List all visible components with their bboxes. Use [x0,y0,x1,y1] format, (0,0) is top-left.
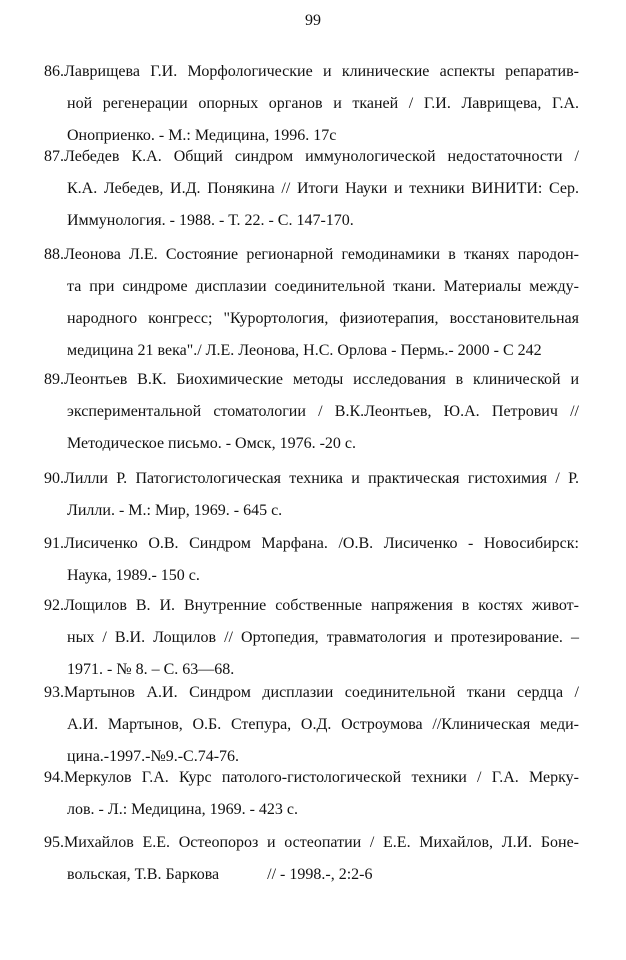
reference-number: 94. [44,769,64,786]
reference-line: экспериментальной стоматологии / В.К.Леонтьев, Ю.А. Петрович // [67,403,579,420]
reference-number: 91. [44,535,64,552]
reference-line: Лебедев К.А. Общий синдром иммунологической недостаточности / [64,148,579,165]
reference-line: Методическое письмо. - Омск, 1976. -20 с. [67,435,357,452]
reference-line: Михайлов Е.Е. Остеопороз и остеопатии / Е.Е. Михайлов, Л.И. Боне- [64,834,579,851]
reference-line: Лощилов В. И. Внутренние собственные напряжения в костях живот- [64,597,579,614]
reference-line: Леонтьев В.К. Биохимические методы исследования в клинической и [64,371,579,388]
reference-number: 92. [44,597,64,614]
reference-line: Наука, 1989.- 150 с. [67,567,200,584]
reference-line: цина.-1997.-№9.-С.74-76. [67,748,240,765]
reference-line: лов. - Л.: Медицина, 1969. - 423 с. [67,801,298,818]
reference-line: Лисиченко О.В. Синдром Марфана. /О.В. Лисиченко - Новосибирск: [64,535,579,552]
reference-line: Лаврищева Г.И. Морфологические и клинические аспекты репаратив- [64,63,579,80]
reference-number: 86. [44,63,64,80]
reference-line: вольская, Т.В. Баркова // - 1998.-, 2:2-6 [67,866,373,883]
reference-line: Иммунология. - 1988. - Т. 22. - С. 147-170. [67,212,354,229]
reference-line: Лилли. - М.: Мир, 1969. - 645 с. [67,502,283,519]
reference-number: 90. [44,470,64,487]
reference-line: ных / В.И. Лощилов // Ортопедия, травматология и протезирование. – [67,629,579,646]
reference-number: 89. [44,371,64,388]
reference-line: народного конгресс; "Курортология, физиотерапия, восстановительная [67,310,579,327]
reference-line: та при синдроме дисплазии соединительной ткани. Материалы между- [67,278,579,295]
reference-line: Меркулов Г.А. Курс патолого-гистологической техники / Г.А. Мерку- [64,769,579,786]
reference-line: 1971. - № 8. – С. 63—68. [67,661,235,678]
reference-line: ной регенерации опорных органов и тканей / Г.И. Лаврищева, Г.А. [67,95,579,112]
reference-line: Лилли Р. Патогистологическая техника и практическая гистохимия / Р. [64,470,579,487]
reference-line: Оноприенко. - М.: Медицина, 1996. 17с [67,127,337,144]
reference-number: 88. [44,246,64,263]
reference-line: Леонова Л.Е. Состояние регионарной гемодинамики в тканях пародон- [64,246,579,263]
page-number: 99 [305,12,321,29]
reference-number: 95. [44,834,64,851]
reference-line: медицина 21 века"./ Л.Е. Леонова, Н.С. Орлова - Пермь.- 2000 - С 242 [67,342,542,359]
reference-line: А.И. Мартынов, О.Б. Степура, О.Д. Остроумова //Клиническая меди- [67,716,579,733]
reference-line: Мартынов А.И. Синдром дисплазии соединительной ткани сердца / [64,684,579,701]
reference-number: 87. [44,148,64,165]
reference-line: К.А. Лебедев, И.Д. Понякина // Итоги Науки и техники ВИНИТИ: Сер. [67,180,579,197]
reference-number: 93. [44,684,64,701]
